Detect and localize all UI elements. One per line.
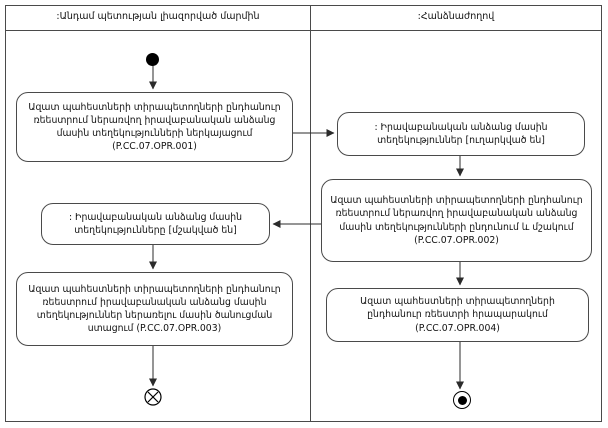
object-info-sent: : Իրավաբանական անձանց մասին տեղեկություններ [ուղարկված են] <box>337 112 585 156</box>
activity-submit-info-opr001: Ազատ պահեստների տիրապետողների ընդհանուր ռեեստրում ներառվող իրավաբանական անձանց մասին տեղեկությունների ներկայացում (P.CC.07.OPR.001) <box>16 92 293 162</box>
activity-final-inner-dot <box>458 396 467 405</box>
activity-receive-notification-opr003: Ազատ պահեստների տիրապետողների ընդհանուր ռեեստրում իրավաբանական անձանց մասին տեղեկություններ ներառելու մասին ծանուցման ստացում (P.CC.07.OPR.003) <box>16 272 293 346</box>
lane-divider <box>310 5 311 422</box>
activity-final-node <box>453 391 471 409</box>
activity-receive-process-info-opr002: Ազատ պահեստների տիրապետողների ընդհանուր ռեեստրում ներառվող իրավաբանական անձանց մասին տեղեկությունների ընդունում և մշակում (P.CC.07.OPR.002) <box>321 179 592 262</box>
flow-final-node <box>144 388 162 406</box>
object-info-processed: : Իրավաբանական անձանց մասին տեղեկությունները [մշակված են] <box>41 203 270 245</box>
lane-title-commission: :Հանձնաժողով <box>417 11 495 22</box>
activity-publish-register-opr004: Ազատ պահեստների տիրապետողների ընդհանուր ռեեստրի հրապարակում (P.CC.07.OPR.004) <box>326 288 589 342</box>
lane-header-divider <box>5 30 602 31</box>
initial-node <box>146 53 159 66</box>
lane-title-member-state-body: :Անդամ պետության լիազորված մարմին <box>56 11 260 22</box>
